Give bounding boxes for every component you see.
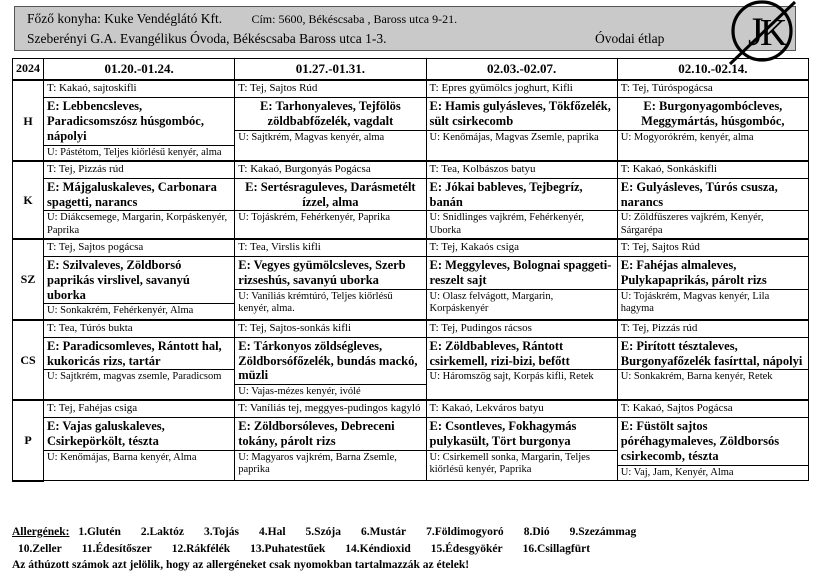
menu-cell	[44, 320, 235, 401]
allergen-item-2: 2.Laktóz	[140, 526, 184, 538]
allergen-item-4: 4.Hal	[259, 526, 286, 538]
lunch-text: E: Sertésraguleves, Darásmetélt ízzel, alma	[235, 179, 425, 212]
lunch-text: E: Szilvaleves, Zöldborsó paprikás virslivel, savanyú uborka	[44, 257, 234, 304]
allergen-item-7: 16.Csillagfürt	[522, 542, 591, 555]
snack-text: U: Kenőmájas, Magvas Zsemle, paprika	[429, 131, 599, 143]
breakfast-text: T: Tej, Fahéjas csiga	[44, 401, 234, 418]
table-header-row	[13, 59, 809, 81]
snack-text: U: Tojáskrém, Magvas kenyér, Lila hagyma	[620, 290, 770, 315]
menu-cell	[426, 80, 617, 161]
breakfast-text: T: Tej, Sajtos Rúd	[618, 240, 808, 257]
snack-text: U: Vaníliás krémtúró, Teljes kiőrlésű kenyér, alma.	[238, 290, 393, 315]
menu-row-h	[13, 80, 809, 161]
breakfast-text: T: Tej, Túróspogácsa	[618, 81, 808, 98]
menu-cell	[235, 320, 426, 401]
allergen-item-6: 15.Édesgyökér	[430, 542, 503, 555]
week-header-1: 01.20.-01.24.	[44, 59, 235, 81]
snack-text: U: Vaj, Jam, Kenyér, Alma	[620, 466, 734, 478]
lunch-text: E: Hamis gulyásleves, Tökfőzelék, sült csirkecomb	[427, 98, 617, 131]
snack-text: U: Zöldfűszeres vajkrém, Kenyér, Sárgarépa	[620, 212, 764, 236]
breakfast-text: T: Tea, Virslis kifli	[235, 240, 425, 257]
allergen-item-1: 10.Zeller	[18, 542, 62, 555]
menu-row-k	[13, 161, 809, 239]
day-label-sz: SZ	[13, 239, 44, 320]
lunch-text: E: Meggyleves, Bolognai spaggeti-reszelt sajt	[427, 257, 617, 290]
allergen-item-3: 3.Tojás	[203, 526, 240, 538]
snack-text: U: Pástétom, Teljes kiőrlésű kenyér, alma	[47, 146, 222, 158]
allergens-section	[12, 524, 812, 573]
day-label-k: K	[13, 161, 44, 239]
allergen-item-1: 1.Glutén	[78, 526, 121, 538]
breakfast-text: T: Tej, Sajtos-sonkás kifli	[235, 321, 425, 338]
allergen-item-8: 8.Dió	[523, 526, 550, 538]
snack-text: U: Kenőmájas, Barna kenyér, Alma	[47, 451, 197, 463]
year-cell: 2024	[13, 59, 44, 81]
menu-cell	[617, 320, 808, 401]
lunch-text: E: Zöldborsóleves, Debreceni tokány, párolt rizs	[235, 418, 425, 451]
lunch-text: E: Májgaluskaleves, Carbonara spagetti, narancs	[44, 179, 234, 212]
document-header	[14, 6, 796, 51]
allergen-item-7: 7.Földimogyoró	[426, 526, 504, 538]
menu-cell	[617, 239, 808, 320]
institution-line: Szeberényi G.A. Evangélikus Óvoda, Békéscsaba Baross utca 1-3.	[27, 31, 387, 46]
breakfast-text: T: Tej, Kakaós csiga	[427, 240, 617, 257]
snack-text: U: Sajtkrém, Magvas kenyér, alma	[238, 131, 385, 143]
allergen-item-5: 5.Szója	[305, 526, 342, 538]
kitchen-address: Cím: 5600, Békéscsaba , Baross utca 9-21.	[251, 12, 458, 26]
kitchen-label: Főző konyha: Kuke Vendéglátó Kft.	[27, 11, 223, 26]
lunch-text: E: Tárkonyos zöldségleves, Zöldborsófőzelék, bundás mackó, müzli	[235, 338, 425, 385]
lunch-text: E: Paradicsomleves, Rántott hal, kukoricás rizs, tartár	[44, 338, 234, 371]
breakfast-text: T: Tej, Sajtos pogácsa	[44, 240, 234, 257]
breakfast-text: T: Tej, Pizzás rúd	[44, 162, 234, 179]
snack-text: U: Csirkemell sonka, Margarin, Teljes kiőrlésű kenyér, Paprika	[429, 451, 590, 476]
breakfast-text: T: Tea, Túrós bukta	[44, 321, 234, 338]
menu-cell	[44, 400, 235, 480]
breakfast-text: T: Kakaó, Burgonyás Pogácsa	[235, 162, 425, 179]
snack-text: U: Vajas-mézes kenyér, ivólé	[238, 386, 361, 398]
menu-cell	[235, 161, 426, 239]
svg-text:K: K	[760, 12, 788, 54]
page-title: Óvodai étlap	[595, 31, 665, 46]
day-label-h: H	[13, 80, 44, 161]
snack-text: U: Snidlinges vajkrém, Fehérkenyér, Uborka	[429, 212, 584, 236]
lunch-text: E: Tarhonyaleves, Tejfölös zöldbabfőzelék, vagdalt	[235, 98, 425, 131]
week-header-4: 02.10.-02.14.	[617, 59, 808, 81]
snack-text: U: Diákcsemege, Margarin, Korpáskenyér, Paprika	[47, 212, 228, 236]
lunch-text: E: Vegyes gyümölcsleves, Szerb rizseshús, savanyú uborka	[235, 257, 425, 290]
menu-cell	[617, 80, 808, 161]
allergen-item-3: 12.Rákfélék	[171, 542, 231, 555]
lunch-text: E: Csontleves, Fokhagymás pulykasült, Tört burgonya	[427, 418, 617, 451]
snack-text: U: Olasz felvágott, Margarin, Korpáskenyér	[429, 290, 554, 315]
menu-row-p	[13, 400, 809, 480]
menu-table	[12, 58, 809, 482]
svg-text:J: J	[748, 9, 764, 54]
snack-text: U: Mogyorókrém, kenyér, alma	[620, 131, 754, 143]
menu-cell	[235, 239, 426, 320]
allergen-item-4: 13.Puhatestűek	[250, 542, 326, 555]
menu-row-sz	[13, 239, 809, 320]
lunch-text: E: Fahéjas almaleves, Pulykapaprikás, párolt rizs	[618, 257, 808, 290]
breakfast-text: T: Kakaó, sajtoskifli	[44, 81, 234, 98]
menu-cell	[617, 161, 808, 239]
breakfast-text: T: Kakaó, Sonkáskifli	[618, 162, 808, 179]
kitchen-line	[27, 11, 457, 27]
allergens-note: Az áthúzott számok azt jelölik, hogy az allergéneket csak nyomokban tartalmazzák az ételek!	[12, 559, 470, 572]
breakfast-text: T: Kakaó, Lekváros batyu	[427, 401, 617, 418]
breakfast-text: T: Tea, Kolbászos batyu	[427, 162, 617, 179]
lunch-text: E: Burgonyagombócleves, Meggymártás, húsgombóc,	[618, 98, 808, 131]
snack-text: U: Magyaros vajkrém, Barna Zsemle, paprika	[238, 451, 397, 476]
allergens-line-2	[12, 541, 812, 558]
menu-row-cs	[13, 320, 809, 401]
menu-cell	[235, 400, 426, 480]
allergens-title: Allergének:	[12, 526, 70, 538]
breakfast-text: T: Kakaó, Sajtos Pogácsa	[618, 401, 808, 418]
menu-cell	[44, 239, 235, 320]
week-header-2: 01.27.-01.31.	[235, 59, 426, 81]
menu-cell	[426, 400, 617, 480]
snack-text: U: Háromszög sajt, Korpás kifli, Retek	[429, 371, 594, 383]
menu-cell	[426, 320, 617, 401]
allergen-item-9: 9.Szezámmag	[569, 526, 637, 538]
breakfast-text: T: Epres gyümölcs joghurt, Kifli	[427, 81, 617, 98]
snack-text: U: Sajtkrém, magvas zsemle, Paradicsom	[47, 371, 222, 383]
snack-text: U: Tojáskrém, Fehérkenyér, Paprika	[238, 212, 390, 224]
menu-cell	[426, 161, 617, 239]
allergen-item-6: 6.Mustár	[361, 526, 407, 538]
week-header-3: 02.03.-02.07.	[426, 59, 617, 81]
snack-text: U: Sonkakrém, Fehérkenyér, Alma	[47, 305, 194, 317]
snack-text: U: Sonkakrém, Barna kenyér, Retek	[620, 371, 773, 383]
allergen-item-2: 11.Édesítőszer	[81, 542, 152, 555]
allergens-line-1	[12, 524, 812, 541]
menu-cell	[44, 80, 235, 161]
lunch-text: E: Füstölt sajtos póréhagymaleves, Zöldborsós csirkecomb, tészta	[618, 418, 808, 465]
lunch-text: E: Jókai bableves, Tejbegríz, banán	[427, 179, 617, 212]
lunch-text: E: Gulyásleves, Túrós csusza, narancs	[618, 179, 808, 212]
menu-cell	[44, 161, 235, 239]
allergen-item-5: 14.Kéndioxid	[345, 542, 411, 555]
lunch-text: E: Pirított tésztaleves, Burgonyafőzelék fasírttal, nápolyi	[618, 338, 808, 371]
menu-cell	[235, 80, 426, 161]
lunch-text: E: Vajas galuskaleves, Csirkepörkölt, tészta	[44, 418, 234, 451]
breakfast-text: T: Tej, Pudingos rácsos	[427, 321, 617, 338]
day-label-cs: CS	[13, 320, 44, 401]
breakfast-text: T: Tej, Pizzás rúd	[618, 321, 808, 338]
lunch-text: E: Lebbencsleves, Paradicsomszósz húsgombóc, nápolyi	[44, 98, 234, 145]
menu-cell	[426, 239, 617, 320]
breakfast-text: T: Vaníliás tej, meggyes-pudingos kagyló	[235, 401, 425, 418]
breakfast-text: T: Tej, Sajtos Rúd	[235, 81, 425, 98]
lunch-text: E: Zöldbableves, Rántott csirkemell, rizi-bizi, befőtt	[427, 338, 617, 371]
day-label-p: P	[13, 400, 44, 480]
menu-cell	[617, 400, 808, 480]
